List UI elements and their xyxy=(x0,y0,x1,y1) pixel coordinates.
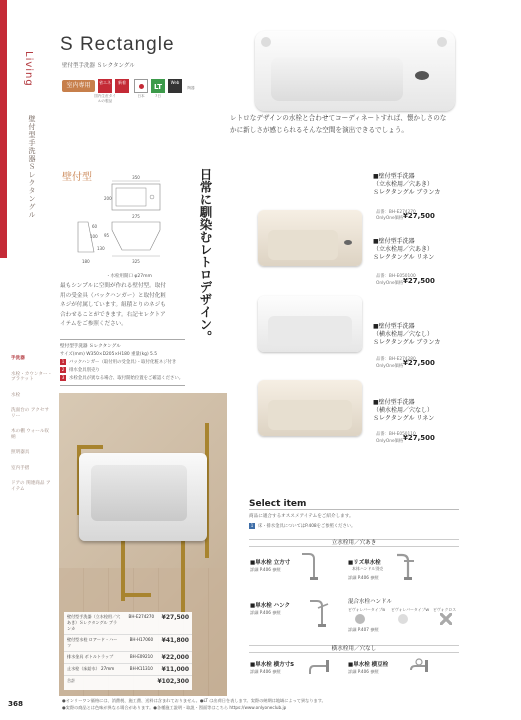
handle-icon xyxy=(398,614,408,624)
wall-description: 最もシンプルに空間が作れる壁付型。取付用の受金具（バックハンガー）と取付化粧ネジが付属しています。組積とりのネジも合わせることができます。右記セレクトアイテムをご参照ください。 xyxy=(60,283,166,327)
product-price-label: OnlyOne価格 xyxy=(376,281,404,286)
item-name: ■単水栓 ハンク xyxy=(250,603,291,609)
side-section-label: Living xyxy=(23,51,34,87)
dim-label: 130 xyxy=(97,246,105,251)
cross-handle-icon xyxy=(440,613,452,625)
product-label: ■壁付型手洗器 （横水栓用／穴なし） Ｓレクタングル ブランカ xyxy=(373,323,441,346)
table-total: 合計 ¥102,300 xyxy=(67,678,189,685)
faucet-icon xyxy=(405,654,431,684)
faucet-icon xyxy=(306,598,332,628)
handle-note: 本体ハンドル別売 xyxy=(352,566,384,571)
product-code: 品番：BH-E274270 xyxy=(376,210,416,215)
select-heading: Select item xyxy=(249,499,307,509)
handle-icon xyxy=(355,614,365,624)
item-name: ■単水栓 横豆栓 xyxy=(348,662,389,668)
side-nav-item[interactable]: 室内手摺 xyxy=(11,465,30,471)
dim-label: 200 xyxy=(104,196,112,201)
spec-size: サイズ(mm) W350×D205×H180 重量(kg) 5.5 xyxy=(60,352,158,357)
photo-price-table xyxy=(64,612,192,690)
product-image xyxy=(258,296,362,352)
product-label: ■壁付型手洗器 （横水栓用／穴なし） Ｓレクタングル リネン xyxy=(373,399,435,422)
dim-label: 350 xyxy=(132,175,140,180)
spec-title: 壁付型手洗器 Ｓレクタングル xyxy=(60,344,121,349)
side-nav-item[interactable]: ドアの 関連商品 アイテム xyxy=(11,481,51,492)
faucet-icon xyxy=(298,551,324,581)
select-subtitle: 商品に適合するオススメアイテムをご紹介します。 xyxy=(249,514,354,519)
product-image xyxy=(258,210,362,266)
handle-option: ビヴォレバータイプW xyxy=(391,607,430,612)
dim-label: 60 xyxy=(92,224,98,229)
product-price-label: OnlyOne価格 xyxy=(376,364,404,369)
section-heading: 壁付型 xyxy=(62,172,92,183)
item-name: 混合水栓ハンドル xyxy=(348,599,393,605)
dimension-diagram xyxy=(60,172,170,272)
side-nav xyxy=(11,356,53,502)
item-name: ■リズ単水栓 xyxy=(348,560,381,566)
japan-flag-icon xyxy=(134,79,148,93)
page-number: 368 xyxy=(8,699,24,708)
band-label: 横水栓用／穴なし xyxy=(249,645,459,653)
product-price: ¥27,500 xyxy=(403,212,435,220)
side-nav-item[interactable]: 洗面台の アクセサリー xyxy=(11,408,50,419)
product-price: ¥27,500 xyxy=(403,434,435,442)
icon-caption: 陶器 xyxy=(187,86,195,90)
dim-label: 275 xyxy=(132,214,140,219)
select-note: 1 床・排水金具についてはP.408をご参照ください。 xyxy=(250,523,356,529)
page-subtitle: 壁付型手洗器 Ｓレクタングル xyxy=(62,63,135,69)
item-name: ■単水栓 横方寸S xyxy=(250,662,295,668)
icon-caption: 国内生産タイルの製品 xyxy=(94,94,116,103)
table-row: 排水金具 ボトルトラップ BH-E09210 ¥22,000 xyxy=(64,652,192,664)
catalog-icon: Web xyxy=(168,79,182,93)
product-price-label: OnlyOne価格 xyxy=(376,216,404,221)
spec-row: 3 水栓金具が異なる場合、取付開始位置をご確認ください。 xyxy=(61,375,184,381)
footer-line: ●実際の商品とは色味が異なる場合があります。●各種施工説明・取説・図面等はこちら https://www.onlyonecIub.jp xyxy=(62,705,287,710)
dim-label: 100 xyxy=(90,234,98,239)
spec-row: 1 バックハンガー（取付用の受金具）・取付化粧ネジ付き xyxy=(61,359,177,365)
side-nav-item[interactable]: 水栓 xyxy=(11,392,21,398)
handle-option: ビヴォレバータイプB xyxy=(348,607,386,612)
product-code: 品番：BH-E050110 xyxy=(376,432,416,437)
spec-box xyxy=(60,339,185,386)
icon-caption: 7日 xyxy=(155,94,161,98)
icon-caption: 日本 xyxy=(137,94,145,98)
side-subtitle: 壁付型手洗器Ｓレクタングル xyxy=(28,115,36,219)
item-ref[interactable]: 詳細 P.406 参照 xyxy=(250,567,281,572)
diagram-note: ・水栓用開口 φ27mm xyxy=(106,274,152,279)
dim-label: 95 xyxy=(104,233,110,238)
side-nav-item[interactable]: 手洗器 xyxy=(11,356,25,361)
spec-row: 2 排水金具別売り xyxy=(61,367,100,373)
product-label: ■壁付型手洗器 （立水栓用／穴あき） Ｓレクタングル リネン xyxy=(373,238,435,261)
handle-option: ビヴォクロス xyxy=(433,607,457,612)
band-label: 立水栓用／穴あき xyxy=(249,539,459,547)
item-ref[interactable]: 詳細 P.406 参照 xyxy=(250,610,281,615)
catch-copy: 日常に馴染むレトロデザイン。 xyxy=(198,168,213,343)
faucet-icon xyxy=(306,654,332,684)
dim-label: 180 xyxy=(82,259,90,264)
product-price-label: OnlyOne価格 xyxy=(376,439,404,444)
faucet-icon xyxy=(394,551,420,581)
table-row: 壁付型手洗器（立水栓用／穴あき）Ｓレクタングル ブランカ BH-E274270 ¥27,500 xyxy=(64,612,192,635)
table-row: 壁付型水栓 ロアード・ハーフ BH-H17060 ¥41,800 xyxy=(64,635,192,652)
page-title: S Rectangle xyxy=(60,34,175,55)
product-code: 品番：BH-E050100 xyxy=(376,274,416,279)
lt-icon: LT xyxy=(151,79,165,93)
item-ref[interactable]: 詳細 P.407 参照 xyxy=(348,627,379,632)
side-nav-item[interactable]: 木の棚 ウォール収納 xyxy=(11,429,49,440)
product-code: 品番：BH-E274280 xyxy=(376,357,416,362)
new-icon: 新着 xyxy=(115,79,129,93)
item-ref[interactable]: 詳細 P.406 参照 xyxy=(348,575,379,580)
hero-sink-image xyxy=(255,31,455,111)
table-row: 止水栓（床給水） 27mm BH-K11310 ¥11,000 xyxy=(64,664,192,676)
lead-text: レトロなデザインの水栓と合わせてコーディネートすれば、懐かしさのなかに新しさが感じられるそんな空間を演出できるでしょう。 xyxy=(230,114,447,134)
side-nav-item[interactable]: 照明器具 xyxy=(11,450,30,455)
side-nav-item[interactable]: 水栓・カウンター・ブラケット xyxy=(11,371,53,382)
item-ref[interactable]: 詳細 P.406 参照 xyxy=(250,669,281,674)
select-divider xyxy=(249,509,459,510)
dim-label: 325 xyxy=(132,259,140,264)
footer-notes xyxy=(62,697,482,711)
eco-icon: 省エネ xyxy=(98,79,112,93)
item-ref[interactable]: 詳細 P.406 参照 xyxy=(348,669,379,674)
product-price: ¥27,500 xyxy=(403,277,435,285)
side-accent-bar xyxy=(0,0,7,258)
footer-line: ●オンリーワン価格には、消費税、施工費、送料は含まれておりません。●LT は出荷日を表します。実際の納期は地域によって異なります。 xyxy=(62,698,326,703)
product-image xyxy=(258,380,362,436)
product-label: ■壁付型手洗器 （立水栓用／穴あき） Ｓレクタングル ブランカ xyxy=(373,173,441,196)
item-name: ■単水栓 立方寸 xyxy=(250,560,291,566)
product-price: ¥27,500 xyxy=(403,359,435,367)
indoor-badge: 室内専用 xyxy=(62,80,95,92)
